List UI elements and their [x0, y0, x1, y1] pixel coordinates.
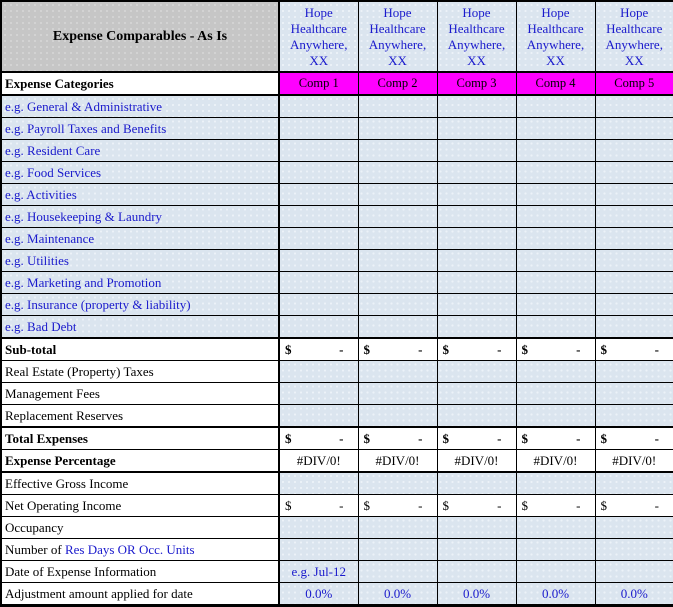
data-cell[interactable] [358, 95, 437, 118]
row-management-fees [1, 383, 673, 405]
row-general-administrative [1, 95, 673, 118]
amount: - [654, 341, 659, 357]
data-cell[interactable] [516, 162, 595, 184]
data-cell[interactable] [516, 316, 595, 339]
amount: - [497, 497, 502, 513]
currency-symbol: $ [285, 430, 292, 446]
expense-percentage-value[interactable]: #DIV/0! [595, 450, 673, 473]
data-cell[interactable] [358, 405, 437, 428]
noi-value[interactable] [437, 495, 516, 517]
data-cell[interactable] [437, 539, 516, 561]
noi-value[interactable] [358, 495, 437, 517]
row-real-estate-taxes [1, 361, 673, 383]
data-cell[interactable] [279, 383, 358, 405]
data-cell[interactable] [279, 118, 358, 140]
data-cell[interactable] [595, 206, 673, 228]
data-cell[interactable] [437, 294, 516, 316]
data-cell[interactable] [516, 517, 595, 539]
amount: - [654, 430, 659, 446]
amount: - [339, 430, 344, 446]
row-marketing-promotion [1, 272, 673, 294]
amount: - [576, 430, 581, 446]
comp-4-label: Comp 4 [516, 72, 595, 95]
row-expense-categories [1, 72, 673, 95]
column-header-comp3: Hope Healthcare Anywhere, XX [437, 1, 516, 72]
column-header-comp2: Hope Healthcare Anywhere, XX [358, 1, 437, 72]
subtotal-value[interactable] [279, 338, 358, 361]
data-cell[interactable] [358, 184, 437, 206]
data-cell[interactable] [437, 95, 516, 118]
data-cell[interactable] [595, 539, 673, 561]
row-label: Real Estate (Property) Taxes [1, 361, 279, 383]
data-cell[interactable] [437, 250, 516, 272]
row-label: e.g. Insurance (property & liability) [1, 294, 279, 316]
row-insurance [1, 294, 673, 316]
column-header-comp5: Hope Healthcare Anywhere, XX [595, 1, 673, 72]
currency-symbol: $ [521, 341, 528, 357]
row-label: e.g. Utilities [1, 250, 279, 272]
row-label: Replacement Reserves [1, 405, 279, 428]
total-value[interactable] [279, 427, 358, 450]
data-cell[interactable] [358, 272, 437, 294]
column-header-comp1: Hope Healthcare Anywhere, XX [279, 1, 358, 72]
data-cell[interactable] [595, 162, 673, 184]
row-number-of-res-days [1, 539, 673, 561]
subtotal-label: Sub-total [1, 338, 279, 361]
data-cell[interactable] [358, 361, 437, 383]
data-cell[interactable] [279, 140, 358, 162]
data-cell[interactable] [516, 250, 595, 272]
data-cell[interactable] [595, 95, 673, 118]
row-net-operating-income [1, 495, 673, 517]
expense-percentage-value[interactable]: #DIV/0! [279, 450, 358, 473]
data-cell[interactable] [516, 272, 595, 294]
row-label: e.g. Activities [1, 184, 279, 206]
subtotal-value[interactable] [516, 338, 595, 361]
data-cell[interactable] [437, 561, 516, 583]
row-expense-percentage [1, 450, 673, 473]
label-highlight: Res Days OR Occ. Units [64, 541, 195, 557]
data-cell[interactable] [595, 472, 673, 495]
data-cell[interactable] [516, 95, 595, 118]
currency-symbol: $ [363, 341, 370, 357]
data-cell[interactable] [595, 517, 673, 539]
row-subtotal [1, 338, 673, 361]
data-cell[interactable] [358, 517, 437, 539]
total-value[interactable] [516, 427, 595, 450]
data-cell[interactable] [516, 294, 595, 316]
data-cell[interactable] [358, 140, 437, 162]
row-effective-gross-income [1, 472, 673, 495]
currency-symbol: $ [285, 341, 292, 357]
label-prefix: Number of [5, 541, 65, 557]
data-cell[interactable] [437, 405, 516, 428]
data-cell[interactable] [516, 118, 595, 140]
row-housekeeping-laundry [1, 206, 673, 228]
data-cell[interactable] [437, 118, 516, 140]
adjustment-value[interactable]: 0.0% [279, 583, 358, 606]
currency-symbol: $ [521, 430, 528, 446]
currency-symbol: $ [363, 430, 370, 446]
amount: - [576, 341, 581, 357]
data-cell[interactable] [437, 383, 516, 405]
row-label: Date of Expense Information [1, 561, 279, 583]
data-cell[interactable] [437, 472, 516, 495]
noi-value[interactable] [516, 495, 595, 517]
row-label: e.g. General & Administrative [1, 95, 279, 118]
data-cell[interactable] [437, 228, 516, 250]
comp-2-label: Comp 2 [358, 72, 437, 95]
data-cell[interactable] [279, 517, 358, 539]
data-cell[interactable] [279, 539, 358, 561]
total-value[interactable] [437, 427, 516, 450]
data-cell[interactable] [279, 162, 358, 184]
row-bad-debt [1, 316, 673, 339]
data-cell[interactable] [437, 361, 516, 383]
data-cell[interactable] [279, 206, 358, 228]
expense-categories-label: Expense Categories [1, 72, 279, 95]
expense-percentage-value[interactable]: #DIV/0! [437, 450, 516, 473]
amount: - [497, 341, 502, 357]
subtotal-value[interactable] [595, 338, 673, 361]
currency-symbol: $ [363, 497, 370, 513]
currency-symbol: $ [600, 497, 607, 513]
amount: - [418, 341, 423, 357]
data-cell[interactable] [358, 472, 437, 495]
data-cell[interactable] [358, 228, 437, 250]
data-cell[interactable] [437, 162, 516, 184]
adjustment-value[interactable]: 0.0% [595, 583, 673, 606]
data-cell[interactable] [516, 184, 595, 206]
adjustment-value[interactable]: 0.0% [358, 583, 437, 606]
noi-value[interactable] [595, 495, 673, 517]
data-cell[interactable] [595, 316, 673, 339]
data-cell[interactable] [437, 517, 516, 539]
amount: - [418, 430, 423, 446]
currency-symbol: $ [521, 497, 528, 513]
data-cell[interactable] [516, 140, 595, 162]
data-cell[interactable] [279, 472, 358, 495]
data-cell[interactable] [516, 539, 595, 561]
currency-symbol: $ [600, 341, 607, 357]
comp-5-label: Comp 5 [595, 72, 673, 95]
currency-symbol: $ [442, 341, 449, 357]
row-occupancy [1, 517, 673, 539]
row-adjustment-amount [1, 583, 673, 606]
subtotal-value[interactable] [358, 338, 437, 361]
row-resident-care [1, 140, 673, 162]
amount: - [497, 430, 502, 446]
row-label: Effective Gross Income [1, 472, 279, 495]
data-cell[interactable] [279, 250, 358, 272]
row-date-of-expense [1, 561, 673, 583]
row-label: e.g. Payroll Taxes and Benefits [1, 118, 279, 140]
row-label: e.g. Marketing and Promotion [1, 272, 279, 294]
data-cell[interactable] [279, 228, 358, 250]
row-label: Adjustment amount applied for date [1, 583, 279, 606]
row-total-expenses [1, 427, 673, 450]
data-cell[interactable] [279, 184, 358, 206]
data-cell[interactable] [358, 383, 437, 405]
amount: - [339, 497, 344, 513]
data-cell[interactable] [595, 361, 673, 383]
data-cell[interactable] [595, 184, 673, 206]
expense-percentage-value[interactable]: #DIV/0! [358, 450, 437, 473]
data-cell[interactable] [358, 118, 437, 140]
data-cell[interactable] [437, 272, 516, 294]
row-label: e.g. Food Services [1, 162, 279, 184]
subtotal-value[interactable] [437, 338, 516, 361]
currency-symbol: $ [600, 430, 607, 446]
data-cell[interactable] [595, 250, 673, 272]
data-cell[interactable] [437, 184, 516, 206]
row-replacement-reserves [1, 405, 673, 428]
data-cell[interactable] [516, 561, 595, 583]
data-cell[interactable] [279, 316, 358, 339]
adjustment-value[interactable]: 0.0% [516, 583, 595, 606]
amount: - [418, 497, 423, 513]
currency-symbol: $ [442, 430, 449, 446]
row-label: e.g. Bad Debt [1, 316, 279, 339]
row-label: e.g. Resident Care [1, 140, 279, 162]
row-label: e.g. Housekeeping & Laundry [1, 206, 279, 228]
row-label: e.g. Maintenance [1, 228, 279, 250]
adjustment-value[interactable]: 0.0% [437, 583, 516, 606]
row-activities [1, 184, 673, 206]
data-cell[interactable] [516, 361, 595, 383]
total-value[interactable] [358, 427, 437, 450]
data-cell[interactable] [279, 405, 358, 428]
data-cell[interactable] [358, 561, 437, 583]
data-cell[interactable] [516, 206, 595, 228]
data-cell[interactable] [358, 539, 437, 561]
expense-percentage-value[interactable]: #DIV/0! [516, 450, 595, 473]
row-utilities [1, 250, 673, 272]
data-cell[interactable] [279, 361, 358, 383]
data-cell[interactable] [279, 272, 358, 294]
row-label [1, 539, 279, 561]
data-cell[interactable] [279, 294, 358, 316]
data-cell[interactable] [358, 316, 437, 339]
data-cell[interactable] [516, 405, 595, 428]
amount: - [654, 497, 659, 513]
data-cell[interactable] [595, 383, 673, 405]
data-cell[interactable] [358, 250, 437, 272]
data-cell[interactable] [516, 228, 595, 250]
header-row [1, 1, 673, 72]
comp-1-label: Comp 1 [279, 72, 358, 95]
row-label: Management Fees [1, 383, 279, 405]
column-header-comp4: Hope Healthcare Anywhere, XX [516, 1, 595, 72]
data-cell[interactable] [358, 162, 437, 184]
data-cell[interactable] [595, 561, 673, 583]
data-cell[interactable] [437, 316, 516, 339]
data-cell[interactable] [595, 228, 673, 250]
total-value[interactable] [595, 427, 673, 450]
currency-symbol: $ [442, 497, 449, 513]
data-cell[interactable] [595, 272, 673, 294]
row-maintenance [1, 228, 673, 250]
data-cell[interactable] [358, 294, 437, 316]
data-cell[interactable] [595, 294, 673, 316]
table-title: Expense Comparables - As Is [1, 1, 279, 72]
currency-symbol: $ [285, 497, 292, 513]
row-payroll-taxes-benefits [1, 118, 673, 140]
data-cell[interactable] [437, 206, 516, 228]
noi-value[interactable] [279, 495, 358, 517]
data-cell[interactable] [595, 405, 673, 428]
row-food-services [1, 162, 673, 184]
date-example-cell[interactable]: e.g. Jul-12 [279, 561, 358, 583]
data-cell[interactable] [437, 140, 516, 162]
data-cell[interactable] [516, 383, 595, 405]
data-cell[interactable] [516, 472, 595, 495]
comp-3-label: Comp 3 [437, 72, 516, 95]
data-cell[interactable] [595, 118, 673, 140]
data-cell[interactable] [279, 95, 358, 118]
row-label: Net Operating Income [1, 495, 279, 517]
data-cell[interactable] [595, 140, 673, 162]
data-cell[interactable] [358, 206, 437, 228]
amount: - [339, 341, 344, 357]
row-label: Occupancy [1, 517, 279, 539]
amount: - [576, 497, 581, 513]
total-expenses-label: Total Expenses [1, 427, 279, 450]
expense-percentage-label: Expense Percentage [1, 450, 279, 473]
